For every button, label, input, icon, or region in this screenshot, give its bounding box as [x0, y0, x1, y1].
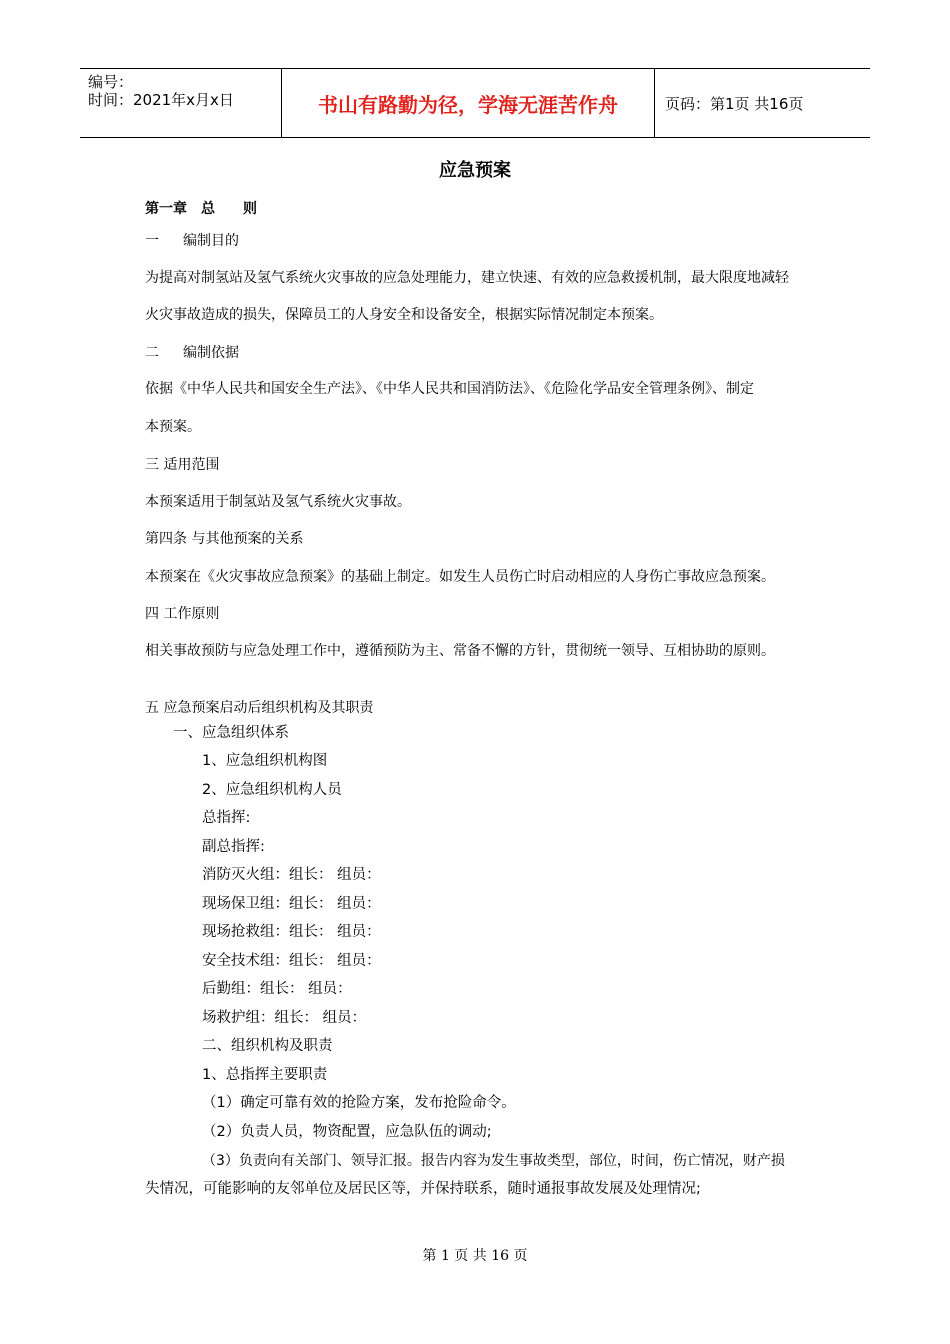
- group-line: 后勤组：组长： 组员：: [202, 981, 352, 997]
- page-footer: 第 1 页 共 16 页: [422, 1248, 528, 1264]
- chapter-name: 总 则: [201, 201, 257, 217]
- header-page-info: 页码：第1页 共16页: [665, 95, 804, 113]
- duty-line: （3）负责向有关部门、领导汇报。报告内容为发生事故类型，部位，时间，伤亡情况，财产损: [202, 1153, 785, 1169]
- header-page-cell: [655, 69, 870, 137]
- subsection-heading: 一、应急组织体系: [173, 725, 289, 741]
- section-heading-principles: 四 工作原则: [145, 606, 220, 622]
- section-heading-purpose: [145, 232, 239, 250]
- page-header: [80, 68, 870, 138]
- header-motto-cell: [282, 69, 655, 137]
- list-item: 1、总指挥主要职责: [202, 1067, 328, 1083]
- role-line: 副总指挥:: [202, 839, 265, 855]
- paragraph-line: 火灾事故造成的损失，保障员工的人身安全和设备安全，根据实际情况制定本预案。: [145, 307, 663, 323]
- paragraph-line: 依据《中华人民共和国安全生产法》、《中华人民共和国消防法》、《危险化学品安全管理条例》、制定: [145, 381, 754, 397]
- paragraph-line: 相关事故预防与应急处理工作中，遵循预防为主、常备不懈的方针，贯彻统一领导、互相协助的原则。: [145, 643, 775, 659]
- chapter-heading: [145, 200, 257, 218]
- list-item: 1、应急组织机构图: [202, 753, 328, 769]
- group-line: 安全技术组：组长： 组员：: [202, 953, 381, 969]
- section-title: 编制依据: [183, 345, 239, 361]
- section-heading-relation: 第四条 与其他预案的关系: [145, 531, 304, 547]
- document-number-label: 编号：: [88, 73, 134, 91]
- section-heading-scope: 三 适用范围: [145, 457, 220, 473]
- group-line: 场救护组：组长： 组员：: [202, 1010, 367, 1026]
- document-time-label: 时间：2021年x月x日: [88, 91, 234, 109]
- duty-line: （2）负责人员，物资配置，应急队伍的调动;: [202, 1124, 492, 1140]
- paragraph-line: 为提高对制氢站及氢气系统火灾事故的应急处理能力，建立快速、有效的应急救援机制，最大限度地减轻: [145, 270, 789, 286]
- section-number: 一: [145, 233, 159, 249]
- section-title: 编制目的: [183, 233, 239, 249]
- group-line: 消防灭火组：组长： 组员：: [202, 867, 381, 883]
- section-heading-basis: [145, 344, 239, 362]
- role-line: 总指挥:: [202, 810, 251, 826]
- section-heading-organization: 五 应急预案启动后组织机构及其职责: [145, 700, 374, 716]
- group-line: 现场保卫组：组长： 组员：: [202, 896, 381, 912]
- paragraph-line: 本预案适用于制氢站及氢气系统火灾事故。: [145, 494, 411, 510]
- paragraph-line: 本预案在《火灾事故应急预案》的基础上制定。如发生人员伤亡时启动相应的人身伤亡事故应急预案。: [145, 569, 775, 585]
- duty-line: （1）确定可靠有效的抢险方案，发布抢险命令。: [202, 1095, 516, 1111]
- paragraph-line: 本预案。: [145, 419, 201, 435]
- section-number: 二: [145, 345, 159, 361]
- list-item: 2、应急组织机构人员: [202, 782, 342, 798]
- group-line: 现场抢救组：组长： 组员：: [202, 924, 381, 940]
- document-title: 应急预案: [439, 160, 511, 181]
- header-info-cell: [80, 69, 282, 137]
- chapter-label: 第一章: [145, 201, 187, 217]
- duty-line: 失情况，可能影响的友邻单位及居民区等，并保持联系，随时通报事故发展及处理情况;: [145, 1181, 701, 1197]
- subsection-heading: 二、组织机构及职责: [202, 1038, 333, 1054]
- header-motto: 书山有路勤为径，学海无涯苦作舟: [318, 93, 618, 117]
